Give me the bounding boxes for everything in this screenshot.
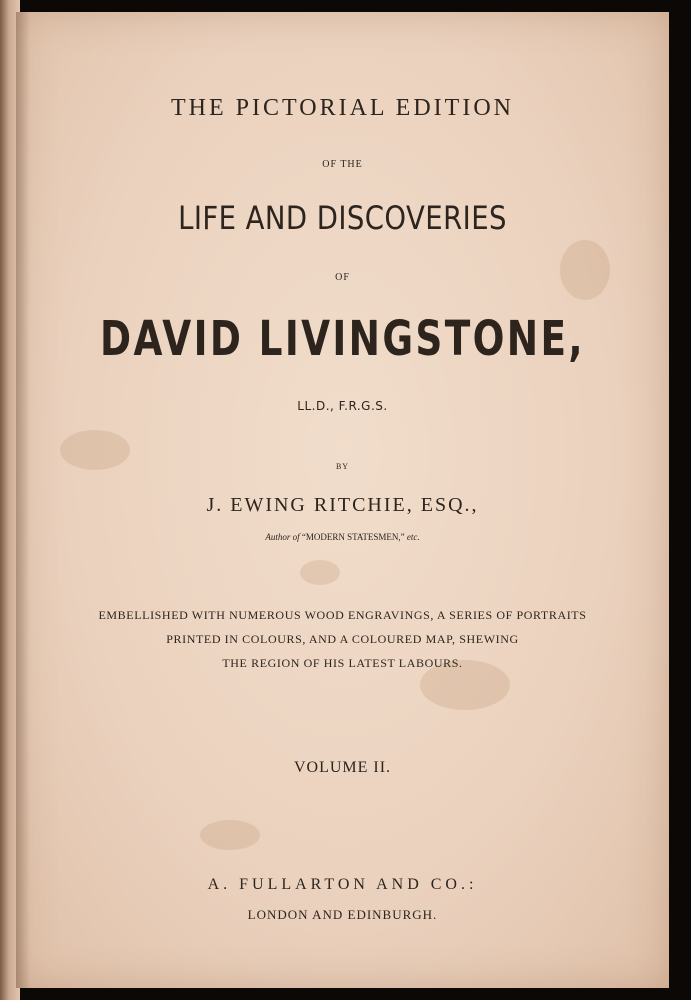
author-name: J. EWING RITCHIE, ESQ., xyxy=(206,494,479,516)
main-title: LIFE AND DISCOVERIES xyxy=(178,199,507,237)
embellishment-line: EMBELLISHED WITH NUMEROUS WOOD ENGRAVINGS, A SERIES OF PORTRAITS xyxy=(98,608,587,622)
edition-heading: THE PICTORIAL EDITION xyxy=(171,95,514,121)
foxing-stain xyxy=(560,240,610,300)
of-connector: OF xyxy=(335,272,350,283)
author-of-suffix: etc. xyxy=(406,532,420,542)
embellishment-line: PRINTED IN COLOURS, AND A COLOURED MAP, SHEWING xyxy=(166,632,519,646)
foxing-stain xyxy=(200,820,260,850)
subject-name: DAVID LIVINGSTONE, xyxy=(100,311,585,367)
by-connector: BY xyxy=(335,462,350,471)
foxing-stain xyxy=(300,560,340,585)
volume-label: VOLUME II. xyxy=(293,759,392,776)
author-of-prefix: Author of xyxy=(265,532,300,542)
author-credits xyxy=(16,532,669,542)
subject-degrees: LL.D., F.R.G.S. xyxy=(297,399,388,413)
publisher-place: LONDON AND EDINBURGH. xyxy=(247,907,438,922)
author-of-work: “MODERN STATESMEN,” xyxy=(301,532,405,542)
embellishment-line: THE REGION OF HIS LATEST LABOURS. xyxy=(222,656,463,670)
of-the-connector: OF THE xyxy=(322,159,363,170)
publisher-name: A. FULLARTON AND CO.: xyxy=(207,876,478,893)
